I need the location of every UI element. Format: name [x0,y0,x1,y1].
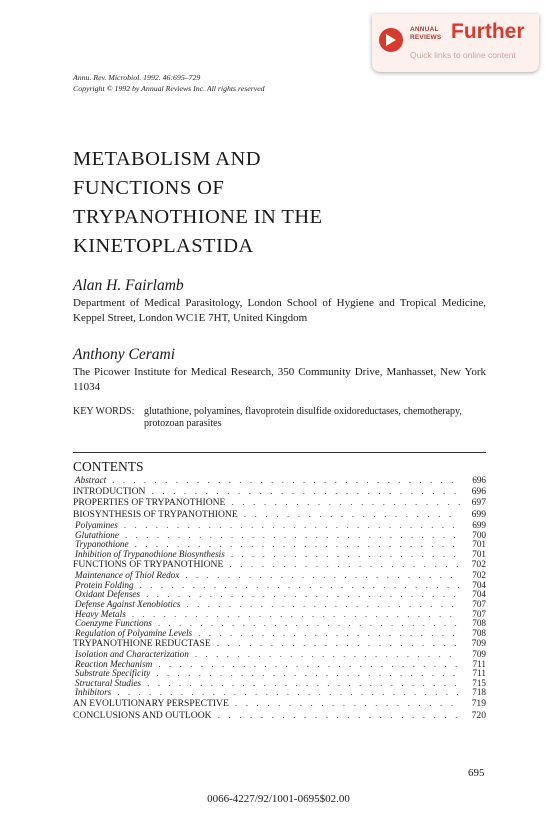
toc-subsection-entry [73,550,486,560]
toc-entry-page: 711 [472,659,486,669]
title-line: KINETOPLASTIDA [73,235,254,257]
toc-dot-leader [229,559,460,571]
toc-entry-page: 696 [471,485,486,497]
toc-subsection-entry [73,521,486,531]
journal-citation: Annu. Rev. Microbiol. 1992. 46:695–729 [73,73,201,82]
toc-entry-label: BIOSYNTHESIS OF TRYPANOTHIONE [73,509,238,521]
toc-section-entry [73,486,486,498]
toc-entry-label: INTRODUCTION [73,485,146,497]
toc-section-entry [73,698,486,710]
toc-entry-label: FUNCTIONS OF TRYPANOTHIONE [73,559,224,571]
toc-entry-page: 708 [472,619,486,629]
author-name: Anthony Cerami [73,346,176,363]
toc-entry-page: 699 [472,520,486,530]
toc-dot-leader [117,688,460,698]
article-title [73,145,322,261]
toc-subsection-entry [73,629,486,639]
toc-subsection-entry [73,571,486,581]
toc-dot-leader [186,600,460,610]
toc-subsection-entry [73,679,486,689]
toc-entry-label: Oxidant Defenses [75,590,141,600]
toc-entry-page: 697 [471,497,486,509]
toc-entry-page: 704 [472,590,486,600]
toc-entry-page: 701 [472,549,486,559]
toc-entry-label: Defense Against Xenobiotics [75,599,181,609]
toc-entry-label: Trypanothione [75,540,129,550]
toc-entry-label: Isolation and Characterization [75,650,189,660]
toc-dot-leader [244,509,460,521]
toc-dot-leader [135,540,460,550]
author-affiliation: Department of Medical Parasitology, London School of Hygiene and Tropical Medicine, Keppel Street, London WC1E 7HT, United Kingdom [73,297,486,324]
toc-dot-leader [217,638,460,650]
toc-list [73,476,486,722]
toc-dot-leader [231,550,460,560]
toc-dot-leader [112,476,460,486]
toc-entry-label: Inhibitors [75,688,112,698]
toc-entry-label: Substrate Specificity [75,669,151,679]
toc-entry-page: 709 [472,650,486,660]
toc-subsection-entry [73,581,486,591]
toc-entry-page: 696 [472,476,486,485]
toc-dot-leader [156,669,460,679]
toc-subsection-entry [73,476,486,486]
toc-section-entry [73,638,486,650]
toc-entry-page: 707 [472,609,486,619]
toc-entry-label: Protein Folding [75,580,134,590]
toc-entry-page: 711 [472,669,486,679]
toc-entry-page: 709 [471,638,486,650]
issn-line: 0066-4227/92/1001-0695$02.00 [207,793,350,805]
toc-entry-label: Inhibition of Trypanothione Biosynthesis [75,549,225,559]
toc-dot-leader [158,660,460,670]
toc-dot-leader [235,698,460,710]
toc-dot-leader [140,581,460,591]
toc-entry-label: TRYPANOTHIONE REDUCTASE [73,638,211,650]
table-of-contents [73,452,486,722]
toc-entry-page: 718 [472,688,486,698]
toc-entry-label: Structural Studies [75,678,142,688]
toc-entry-page: 699 [471,509,486,521]
toc-entry-label: Coenzyme Functions [75,619,152,629]
toc-entry-page: 702 [472,571,486,581]
toc-entry-label: Abstract [75,476,107,485]
toc-entry-page: 701 [472,540,486,550]
toc-section-entry [73,559,486,571]
keywords-list: glutathione, polyamines, flavoprotein disulfide oxidoreductases, chemotherapy, protozoan parasites [144,406,462,429]
toc-dot-leader [218,710,460,722]
author-affiliation: The Picower Institute for Medical Research, 350 Community Drive, Manhasset, New York 11034 [73,366,486,393]
contents-heading: CONTENTS [73,459,144,474]
toc-subsection-entry [73,619,486,629]
page-number: 695 [468,767,485,779]
toc-subsection-entry [73,540,486,550]
toc-entry-page: 708 [472,628,486,638]
toc-subsection-entry [73,600,486,610]
toc-dot-leader [124,521,460,531]
toc-dot-leader [132,610,460,620]
toc-section-entry [73,710,486,722]
further-badge[interactable] [372,14,539,72]
toc-subsection-entry [73,610,486,620]
title-line: METABOLISM AND [73,148,261,170]
keywords-label: KEY WORDS: [73,406,135,417]
toc-entry-page: 719 [471,698,486,710]
toc-section-entry [73,497,486,509]
toc-entry-page: 702 [471,559,486,571]
toc-entry-label: CONCLUSIONS AND OUTLOOK [73,709,212,721]
author-name: Alan H. Fairlamb [73,277,184,294]
copyright-notice: Copyright © 1992 by Annual Reviews Inc. All rights reserved [73,84,265,93]
quick-links-tagline[interactable]: Quick links to online content [410,50,516,60]
reviews-text: REVIEWS [410,33,442,41]
toc-dot-leader [146,590,460,600]
toc-dot-leader [195,650,460,660]
toc-entry-page: 707 [472,599,486,609]
further-label[interactable]: Further [451,20,525,43]
toc-entry-page: 720 [471,709,486,721]
title-line: TRYPANOTHIONE IN THE [73,206,323,228]
toc-entry-label: Polyamines [75,520,118,530]
toc-subsection-entry [73,669,486,679]
annual-reviews-logo-icon [379,28,403,52]
toc-dot-leader [231,497,460,509]
toc-entry-label: Heavy Metals [75,609,126,619]
toc-dot-leader [185,571,460,581]
toc-dot-leader [147,679,460,689]
annual-text: ANNUAL [410,26,439,33]
toc-entry-page: 700 [472,530,486,540]
toc-subsection-entry [73,590,486,600]
toc-dot-leader [151,486,460,498]
toc-subsection-entry [73,531,486,541]
toc-entry-label: PROPERTIES OF TRYPANOTHIONE [73,497,226,509]
title-line: FUNCTIONS OF [73,177,225,199]
toc-entry-label: Glutathione [75,530,119,540]
toc-entry-page: 704 [472,580,486,590]
toc-entry-label: Reaction Mechanism [75,659,153,669]
annual-reviews-wordmark [410,26,441,41]
toc-dot-leader [158,619,460,629]
toc-dot-leader [125,531,460,541]
toc-subsection-entry [73,650,486,660]
toc-section-entry [73,509,486,521]
toc-dot-leader [198,629,460,639]
toc-subsection-entry [73,660,486,670]
toc-subsection-entry [73,688,486,698]
toc-entry-page: 715 [472,678,486,688]
toc-entry-label: Maintenance of Thiol Redox [75,571,180,581]
toc-entry-label: AN EVOLUTIONARY PERSPECTIVE [73,698,229,710]
toc-entry-label: Regulation of Polyamine Levels [75,628,193,638]
